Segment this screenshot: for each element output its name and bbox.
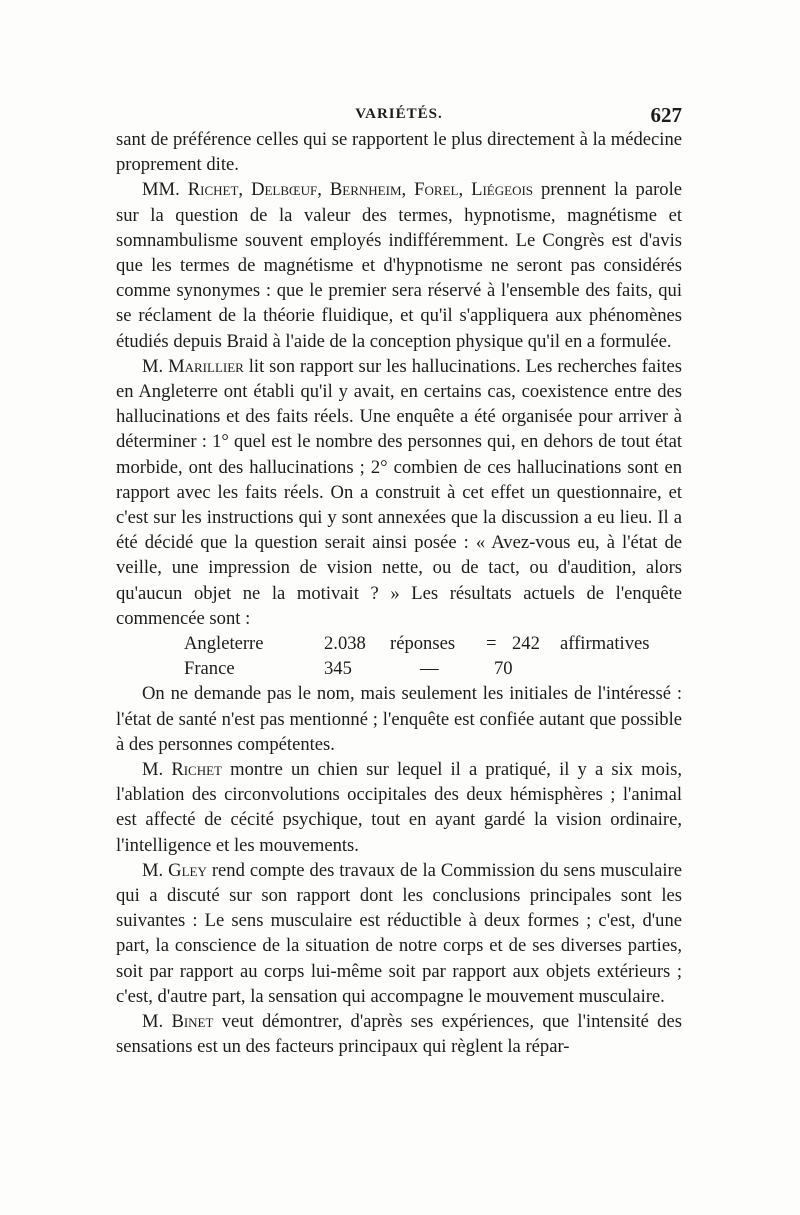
survey-row	[116, 631, 682, 656]
paragraph	[116, 127, 682, 177]
author-names: Richet	[171, 759, 223, 781]
paragraph-text: MM.	[142, 179, 188, 201]
author-names: Binet	[171, 1011, 214, 1033]
survey-separator: =	[486, 633, 497, 655]
paragraph-text: rend compte des travaux de la Commission du sens musculaire qui a discuté sur son rapport dont les conclusions principales sont les suivantes : Le sens musculaire est réductible à deux formes ; c'est, d'une part, la conscience de la situation de notre corps et de ses diverses parties, soit par rapport au corps lui-même soit par rapport aux objets extérieurs ; c'est, d'autre part, la sensation qui accompagne le mouvement musculaire.	[116, 859, 682, 1007]
paragraph-text: sant de préférence celles qui se rapportent le plus directement à la médecine proprement dite.	[116, 129, 682, 176]
body-text	[116, 127, 682, 1059]
survey-positive-label: affirmatives	[560, 633, 650, 655]
survey-count: 2.038	[324, 633, 366, 655]
survey-positive-count: 70	[494, 658, 513, 680]
paragraph	[116, 757, 682, 858]
paragraph	[116, 177, 682, 353]
page-number: 627	[650, 103, 682, 127]
paragraph	[116, 858, 682, 1009]
paragraph-text: montre un chien sur lequel il a pratiqué, il y a six mois, l'ablation des circonvolutions occipitales des deux hémisphères ; l'animal est affecté de cécité psychique, tout en ayant gardé la vision ordinaire, l'intelligence et les mouvements.	[116, 759, 682, 856]
paragraph	[116, 681, 682, 757]
survey-unit: réponses	[390, 633, 456, 655]
running-title: VARIÉTÉS.	[355, 106, 443, 122]
paragraph-text: M.	[142, 859, 169, 881]
author-names: Richet, Delbœuf, Bernheim, Forel, Liégeois	[187, 179, 534, 201]
paragraph-text: M.	[142, 1011, 172, 1033]
paragraph	[116, 354, 682, 631]
survey-positive-count: 242	[512, 633, 540, 655]
paragraph-text: lit son rapport sur les hallucinations. Les recherches faites en Angleterre ont établi qu'il y avait, en certains cas, coexistence entre des hallucinations et des faits réels. Une enquête a été organisée pour arriver à déterminer : 1° quel est le nombre des personnes qui, en dehors de tout état morbide, ont des hallucinations ; 2° combien de ces hallucinations sont en rapport avec les faits réels. On a construit à cet effet un questionnaire, et c'est sur les instructions qui y sont annexées que la discussion a eu lieu. Il a été décidé que la question serait ainsi posée : « Avez-vous eu, à l'état de veille, une impression de vision nette, ou de tact, ou d'audition, alors qu'aucun objet ne la motivait ? » Les résultats actuels de l'enquête commencée sont :	[116, 355, 682, 629]
author-names: Marillier	[168, 355, 244, 377]
paragraph-text: M.	[142, 759, 172, 781]
paragraph-text: veut démontrer, d'après ses expériences, que l'intensité des sensations est un des facteurs principaux qui règlent la répar-	[116, 1011, 682, 1058]
survey-count: 345	[324, 658, 352, 680]
paragraph-text: On ne demande pas le nom, mais seulement les initiales de l'intéressé : l'état de santé n'est pas mentionné ; l'enquête est confiée autant que possible à des personnes compétentes.	[116, 683, 682, 755]
survey-country: France	[184, 658, 235, 680]
survey-country: Angleterre	[184, 633, 264, 655]
paragraph	[116, 1009, 682, 1059]
running-head	[116, 103, 682, 129]
paragraph-text: M.	[142, 355, 169, 377]
author-names: Gley	[168, 859, 207, 881]
paragraph-text: prennent la parole sur la question de la valeur des termes, hypnotisme, magnétisme et somnambulisme souvent employés indifféremment. Le Congrès est d'avis que les termes de magnétisme et d'hypnotisme ne seront pas considérés comme synonymes : que le premier sera réservé à l'ensemble des faits, qui se réclament de la théorie fluidique, et qu'il s'appliquera aux phénomènes étudiés depuis Braid à l'aide de la conception physique qu'il en a formulée.	[116, 179, 682, 352]
survey-results-table	[116, 631, 682, 681]
survey-separator: —	[420, 658, 439, 680]
survey-row	[116, 656, 682, 681]
